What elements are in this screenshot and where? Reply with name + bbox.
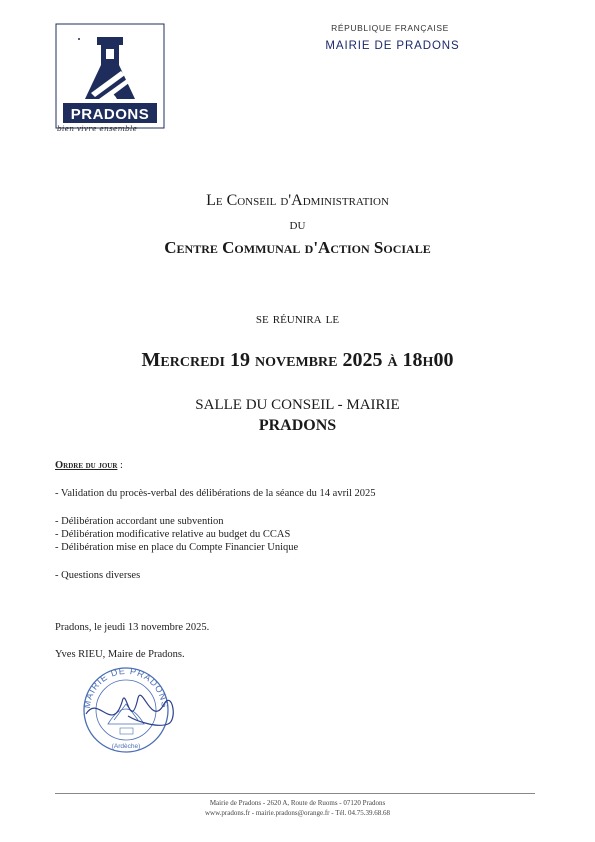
- meeting-announce: se réunira le: [255, 310, 340, 327]
- stamp-ring-text: MAIRIE DE PRADONS: [81, 665, 171, 709]
- mairie-label: MAIRIE DE PRADONS: [325, 40, 460, 52]
- footer-divider: [55, 793, 535, 794]
- mairie-stamp: [68, 664, 188, 756]
- title-line-3: Centre Communal d'Action Sociale: [164, 238, 431, 257]
- agenda-item: - Validation du procès-verbal des délibérations de la séance du 14 avril 2025: [55, 488, 376, 499]
- footer-contact: www.pradons.fr - mairie.pradons@orange.fr - Tél. 04.75.39.68.68: [204, 809, 391, 817]
- title-line-1: Le Conseil d'Administration: [206, 192, 389, 209]
- agenda-item: - Délibération accordant une subvention: [55, 516, 224, 527]
- stamp-bottom-text: (Ardèche): [111, 743, 141, 750]
- meeting-place-line-1: SALLE DU CONSEIL - MAIRIE: [195, 397, 400, 413]
- agenda-item: - Délibération mise en place du Compte Financier Unique: [55, 542, 299, 553]
- footer-address: Mairie de Pradons - 2620 A, Route de Ruoms - 07120 Pradons: [209, 799, 386, 807]
- agenda-item: - Délibération modificative relative au budget du CCAS: [55, 529, 291, 540]
- signatory: Yves RIEU, Maire de Pradons.: [55, 649, 185, 660]
- agenda-title: Ordre du jour: [55, 460, 118, 471]
- svg-text:MAIRIE DE PRADONS: [82, 666, 170, 709]
- closing-date: Pradons, le jeudi 13 novembre 2025.: [55, 622, 210, 633]
- pradons-logo: [55, 23, 165, 135]
- meeting-place-line-2: PRADONS: [258, 417, 337, 434]
- republic-label: RÉPUBLIQUE FRANÇAISE: [331, 23, 449, 33]
- title-line-2: du: [289, 217, 306, 233]
- agenda-title-suffix: :: [117, 460, 123, 471]
- agenda-item: - Questions diverses: [55, 570, 141, 581]
- logo-text: PRADONS: [70, 106, 150, 123]
- logo-tagline: bien vivre ensemble: [57, 124, 138, 133]
- meeting-date: Mercredi 19 novembre 2025 à 18h00: [141, 349, 454, 371]
